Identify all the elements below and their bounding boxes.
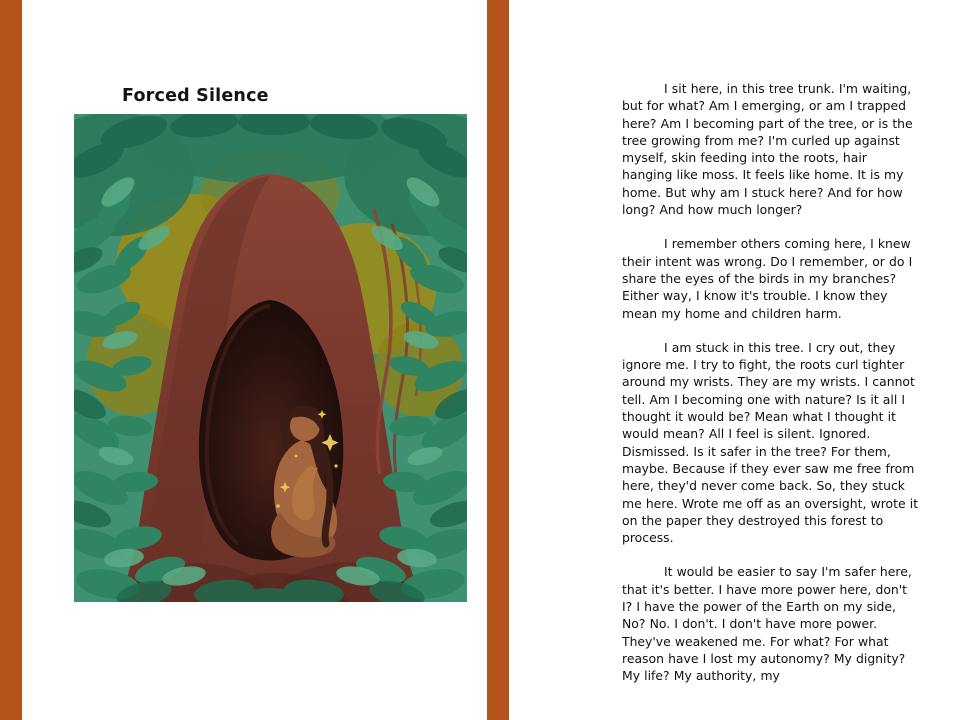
paragraph: I remember others coming here, I knew their intent was wrong. Do I remember, or do I share the eyes of the birds in my branches? Either way, I know it's trouble. I know they mean my home and children harm. (622, 236, 913, 321)
paragraph: I am stuck in this tree. I cry out, they ignore me. I try to fight, the roots curl tighter around my wrists. They are my wrists. I cannot tell. Am I becoming one with nature? Is it all I thought it would be? Mean what I thought it would mean? All I feel is silent. Ignored. Dismissed. Is it safer in the tree? For them, maybe. Because if they ever saw me free from here, they'd never come back. So, they stuck me here. Wrote me off as an oversight, wrote it on the paper they destroyed this forest to process. (622, 339, 919, 546)
page-title: Forced Silence (122, 86, 269, 106)
center-gutter (487, 0, 509, 720)
paragraph: I sit here, in this tree trunk. I'm waiting, but for what? Am I emerging, or am I trapped here? Am I becoming part of the tree, or is the tree growing from me? I'm curled up against myself, skin feeding into the roots, hair hanging like moss. It feels like home. It is my home. But why am I stuck here? And for how long? And how much longer? (622, 81, 913, 218)
hollow-tree-illustration (74, 114, 467, 602)
right-page (509, 0, 976, 720)
artwork-image (74, 114, 467, 602)
body-text-column (622, 80, 919, 685)
left-page (22, 0, 487, 720)
left-margin (0, 0, 22, 720)
paragraph: It would be easier to say I'm safer here, that it's better. I have more power here, don't I? I have the power of the Earth on my side, No? No. I don't. I don't have more power. They've weakened me. For what? For what reason have I lost my autonomy? My dignity? My life? My authority, my (622, 564, 912, 684)
